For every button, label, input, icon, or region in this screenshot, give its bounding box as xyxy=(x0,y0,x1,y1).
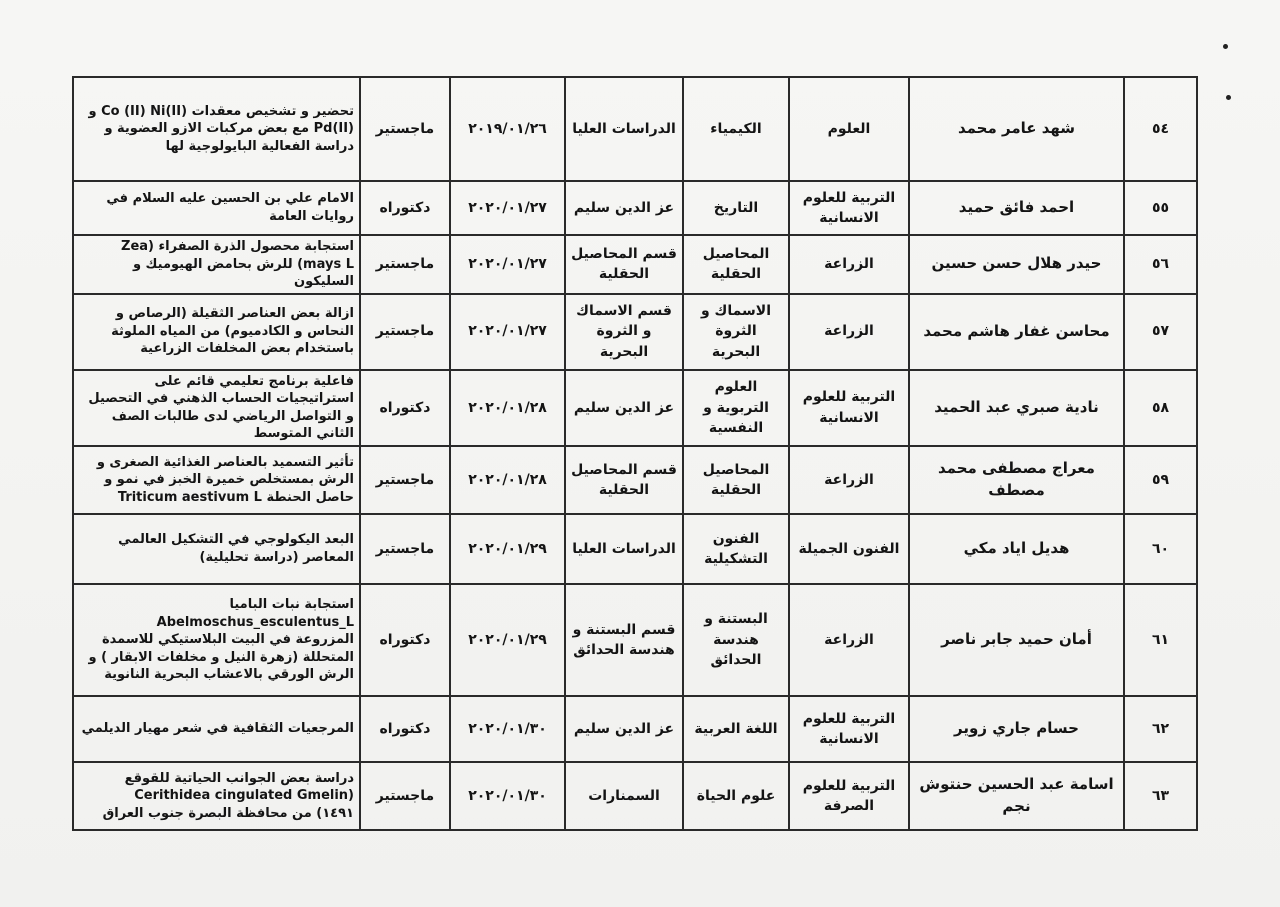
degree: دكتوراه xyxy=(360,181,450,235)
department: علوم الحياة xyxy=(683,762,789,830)
defense-date: ٢٠٢٠/٠١/٣٠ xyxy=(450,762,565,830)
row-number: ٦٠ xyxy=(1124,514,1197,584)
thesis-title: تأثير التسميد بالعناصر الغذائية الصغرى و الرش بمستخلص خميرة الخبز في نمو و حاصل الحنطة Triticum aestivum L xyxy=(73,446,360,514)
defense-date: ٢٠٢٠/٠١/٢٨ xyxy=(450,446,565,514)
student-name: حسام جاري زوير xyxy=(909,696,1124,762)
records-table xyxy=(72,76,1198,831)
defense-date: ٢٠٢٠/٠١/٢٨ xyxy=(450,370,565,446)
program: قسم المحاصيل الحقلية xyxy=(565,446,683,514)
college: الزراعة xyxy=(789,584,909,696)
program: قسم البستنة و هندسة الحدائق xyxy=(565,584,683,696)
department: العلوم التربوية و النفسية xyxy=(683,370,789,446)
row-number: ٦١ xyxy=(1124,584,1197,696)
department: المحاصيل الحقلية xyxy=(683,235,789,294)
page-mark xyxy=(1223,44,1228,49)
row-number: ٥٤ xyxy=(1124,77,1197,181)
table-row xyxy=(73,514,1197,584)
defense-date: ٢٠٢٠/٠١/٢٧ xyxy=(450,235,565,294)
college: التربية للعلوم الصرفة xyxy=(789,762,909,830)
college: التربية للعلوم الانسانية xyxy=(789,181,909,235)
student-name: أمان حميد جابر ناصر xyxy=(909,584,1124,696)
degree: ماجستير xyxy=(360,514,450,584)
table-row xyxy=(73,584,1197,696)
program: السمنارات xyxy=(565,762,683,830)
degree: ماجستير xyxy=(360,235,450,294)
defense-date: ٢٠٢٠/٠١/٢٧ xyxy=(450,181,565,235)
department: اللغة العربية xyxy=(683,696,789,762)
student-name: اسامة عبد الحسين حنتوش نجم xyxy=(909,762,1124,830)
department: المحاصيل الحقلية xyxy=(683,446,789,514)
thesis-title-line: استجابة نبات الباميا xyxy=(229,596,354,612)
department: الاسماك و الثروة البحرية xyxy=(683,294,789,370)
defense-date: ٢٠٢٠/٠١/٢٩ xyxy=(450,584,565,696)
college: الفنون الجميلة xyxy=(789,514,909,584)
row-number: ٥٧ xyxy=(1124,294,1197,370)
college: الزراعة xyxy=(789,446,909,514)
thesis-title: البعد اليكولوجي في التشكيل العالمي المعاصر (دراسة تحليلية) xyxy=(73,514,360,584)
table-row xyxy=(73,235,1197,294)
college: الزراعة xyxy=(789,294,909,370)
defense-date: ٢٠٢٠/٠١/٣٠ xyxy=(450,696,565,762)
thesis-title-latin: Cerithidea cingulated Gmelin) xyxy=(134,788,354,804)
program: قسم الاسماك و الثروة البحرية xyxy=(565,294,683,370)
college: العلوم xyxy=(789,77,909,181)
student-name: حيدر هلال حسن حسين xyxy=(909,235,1124,294)
thesis-title-latin: Abelmoschus_esculentus_L xyxy=(156,614,354,630)
defense-date: ٢٠١٩/٠١/٢٦ xyxy=(450,77,565,181)
degree: ماجستير xyxy=(360,77,450,181)
row-number: ٥٨ xyxy=(1124,370,1197,446)
thesis-title: فاعلية برنامج تعليمي قائم على استراتيجيات الحساب الذهني في التحصيل و التواصل الرياضي لدى طالبات الصف الثاني المتوسط xyxy=(73,370,360,446)
department: الفنون التشكيلية xyxy=(683,514,789,584)
table-row xyxy=(73,762,1197,830)
department: الكيمياء xyxy=(683,77,789,181)
department: البستنة و هندسة الحدائق xyxy=(683,584,789,696)
college: الزراعة xyxy=(789,235,909,294)
degree: ماجستير xyxy=(360,762,450,830)
table-row xyxy=(73,77,1197,181)
row-number: ٥٦ xyxy=(1124,235,1197,294)
table-row xyxy=(73,370,1197,446)
student-name: هديل اياد مكي xyxy=(909,514,1124,584)
degree: ماجستير xyxy=(360,446,450,514)
thesis-title: الامام علي بن الحسين عليه السلام في روايات العامة xyxy=(73,181,360,235)
program: الدراسات العليا xyxy=(565,77,683,181)
student-name: نادية صبري عبد الحميد xyxy=(909,370,1124,446)
degree: دكتوراه xyxy=(360,696,450,762)
row-number: ٦٣ xyxy=(1124,762,1197,830)
student-name: معراج مصطفى محمد مصطف xyxy=(909,446,1124,514)
row-number: ٥٩ xyxy=(1124,446,1197,514)
department: التاريخ xyxy=(683,181,789,235)
thesis-title: المرجعيات الثقافية في شعر مهيار الديلمي xyxy=(73,696,360,762)
degree: ماجستير xyxy=(360,294,450,370)
student-name: محاسن غفار هاشم محمد xyxy=(909,294,1124,370)
row-number: ٦٢ xyxy=(1124,696,1197,762)
college: التربية للعلوم الانسانية xyxy=(789,370,909,446)
table-row xyxy=(73,294,1197,370)
thesis-title-line: ١٤٩١) من محافظة البصرة جنوب العراق xyxy=(102,805,354,821)
program: عز الدين سليم xyxy=(565,696,683,762)
table-row xyxy=(73,446,1197,514)
thesis-title xyxy=(73,762,360,830)
row-number: ٥٥ xyxy=(1124,181,1197,235)
table-row xyxy=(73,696,1197,762)
program: الدراسات العليا xyxy=(565,514,683,584)
program: عز الدين سليم xyxy=(565,181,683,235)
table-row xyxy=(73,181,1197,235)
student-name: احمد فائق حميد xyxy=(909,181,1124,235)
page-mark xyxy=(1226,95,1231,100)
thesis-title xyxy=(73,584,360,696)
thesis-title-line: دراسة بعض الجوانب الحياتية للقوقع xyxy=(124,770,354,786)
thesis-title: استجابة محصول الذرة الصفراء (Zea mays L) للرش بحامض الهيوميك و السليكون xyxy=(73,235,360,294)
degree: دكتوراه xyxy=(360,584,450,696)
college: التربية للعلوم الانسانية xyxy=(789,696,909,762)
defense-date: ٢٠٢٠/٠١/٢٧ xyxy=(450,294,565,370)
program: قسم المحاصيل الحقلية xyxy=(565,235,683,294)
program: عز الدين سليم xyxy=(565,370,683,446)
thesis-title-line: المزروعة في البيت البلاستيكي للاسمدة المتحللة (زهرة النيل و مخلفات الابقار ) و الرش الورقي بالاعشاب البحرية النانوية xyxy=(88,632,354,683)
defense-date: ٢٠٢٠/٠١/٢٩ xyxy=(450,514,565,584)
student-name: شهد عامر محمد xyxy=(909,77,1124,181)
thesis-title: تحضير و تشخيص معقدات Co (II) Ni(II) و Pd(II) مع بعض مركبات الازو العضوية و دراسة الفعالية البايولوجية لها xyxy=(73,77,360,181)
degree: دكتوراه xyxy=(360,370,450,446)
thesis-title: ازالة بعض العناصر الثقيلة (الرصاص و النحاس و الكادميوم) من المياه الملوثة باستخدام بعض المخلفات الزراعية xyxy=(73,294,360,370)
